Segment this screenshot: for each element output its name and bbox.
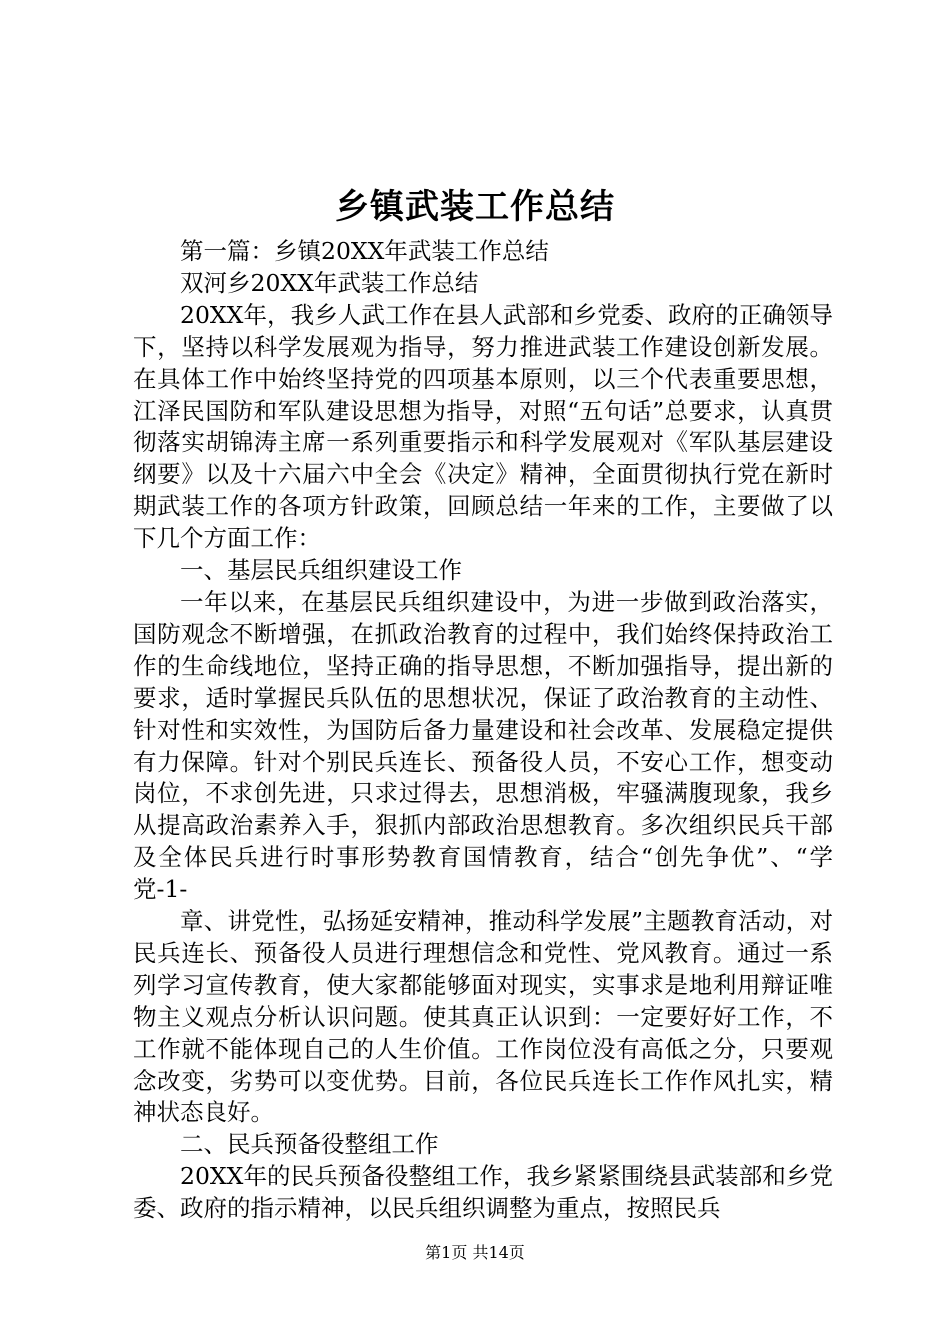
page-number: 第1页 共14页 bbox=[425, 1243, 525, 1262]
paragraph: 20XX年的民兵预备役整组工作，我乡紧紧围绕县武装部和乡党委、政府的指示精神，以民兵组织调整为重点，按照民兵 bbox=[133, 1162, 833, 1223]
subtitle: 双河乡20XX年武装工作总结 bbox=[180, 268, 479, 297]
document-title: 乡镇武装工作总结 bbox=[335, 187, 615, 227]
section-heading: 一、基层民兵组织建设工作 bbox=[180, 556, 462, 585]
section-heading: 第一篇：乡镇20XX年武装工作总结 bbox=[180, 237, 549, 265]
section-heading: 二、民兵预备役整组工作 bbox=[180, 1130, 439, 1159]
paragraph: 一年以来，在基层民兵组织建设中，为进一步做到政治落实，国防观念不断增强，在抓政治教育的过程中，我们始终保持政治工作的生命线地位，坚持正确的指导思想，不断加强指导，提出新的要求，适时掌握民兵队伍的思想状况，保证了政治教育的主动性、针对性和实效性，为国防后备力量建设和社会改革、发展稳定提供有力保障。针对个别民兵连长、预备役人员，不安心工作，想变动岗位，不求创先进，只求过得去，思想消极，牢骚满腹现象，我乡从提高政治素养入手，狠抓内部政治思想教育。多次组织民兵干部及全体民兵进行时事形势教育国情教育，结合“创先争优”、“学党-1- bbox=[133, 587, 833, 904]
document-body bbox=[133, 236, 833, 1225]
paragraph: 章、讲党性，弘扬延安精神，推动科学发展”主题教育活动，对民兵连长、预备役人员进行理想信念和党性、党风教育。通过一系列学习宣传教育，使大家都能够面对现实，实事求是地利用辩证唯物主义观点分析认识问题。使其真正认识到：一定要好好工作，不工作就不能体现自己的人生价值。工作岗位没有高低之分，只要观念改变，劣势可以变优势。目前，各位民兵连长工作作风扎实，精神状态良好。 bbox=[133, 907, 833, 1127]
paragraph: 20XX年，我乡人武工作在县人武部和乡党委、政府的正确领导下，坚持以科学发展观为指导，努力推进武装工作建设创新发展。在具体工作中始终坚持党的四项基本原则，以三个代表重要思想，江泽民国防和军队建设思想为指导，对照“五句话”总要求，认真贯彻落实胡锦涛主席一系列重要指示和科学发展观对《军队基层建设纲要》以及十六届六中全会《决定》精神，全面贯彻执行党在新时期武装工作的各项方针政策，回顾总结一年来的工作，主要做了以下几个方面工作： bbox=[133, 300, 833, 553]
